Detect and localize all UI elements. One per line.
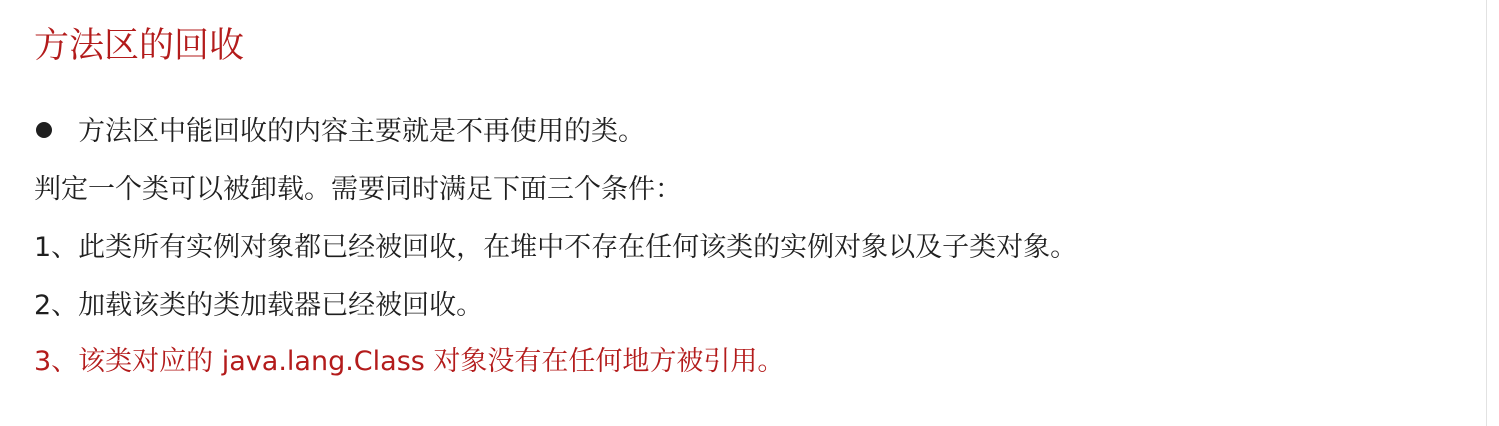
condition-intro: 判定一个类可以被卸载。需要同时满足下面三个条件： <box>34 174 682 205</box>
condition-3-highlighted: 3、该类对应的 java.lang.Class 对象没有在任何地方被引用。 <box>34 346 785 377</box>
slide-title: 方法区的回收 <box>34 26 245 66</box>
bullet-dot-icon <box>36 122 52 138</box>
condition-2: 2、加载该类的类加载器已经被回收。 <box>34 290 484 321</box>
condition-1: 1、此类所有实例对象都已经被回收，在堆中不存在任何该类的实例对象以及子类对象。 <box>34 232 1078 263</box>
bullet-text: 方法区中能回收的内容主要就是不再使用的类。 <box>78 116 645 147</box>
divider <box>1486 0 1487 426</box>
bullet-item <box>34 112 645 152</box>
